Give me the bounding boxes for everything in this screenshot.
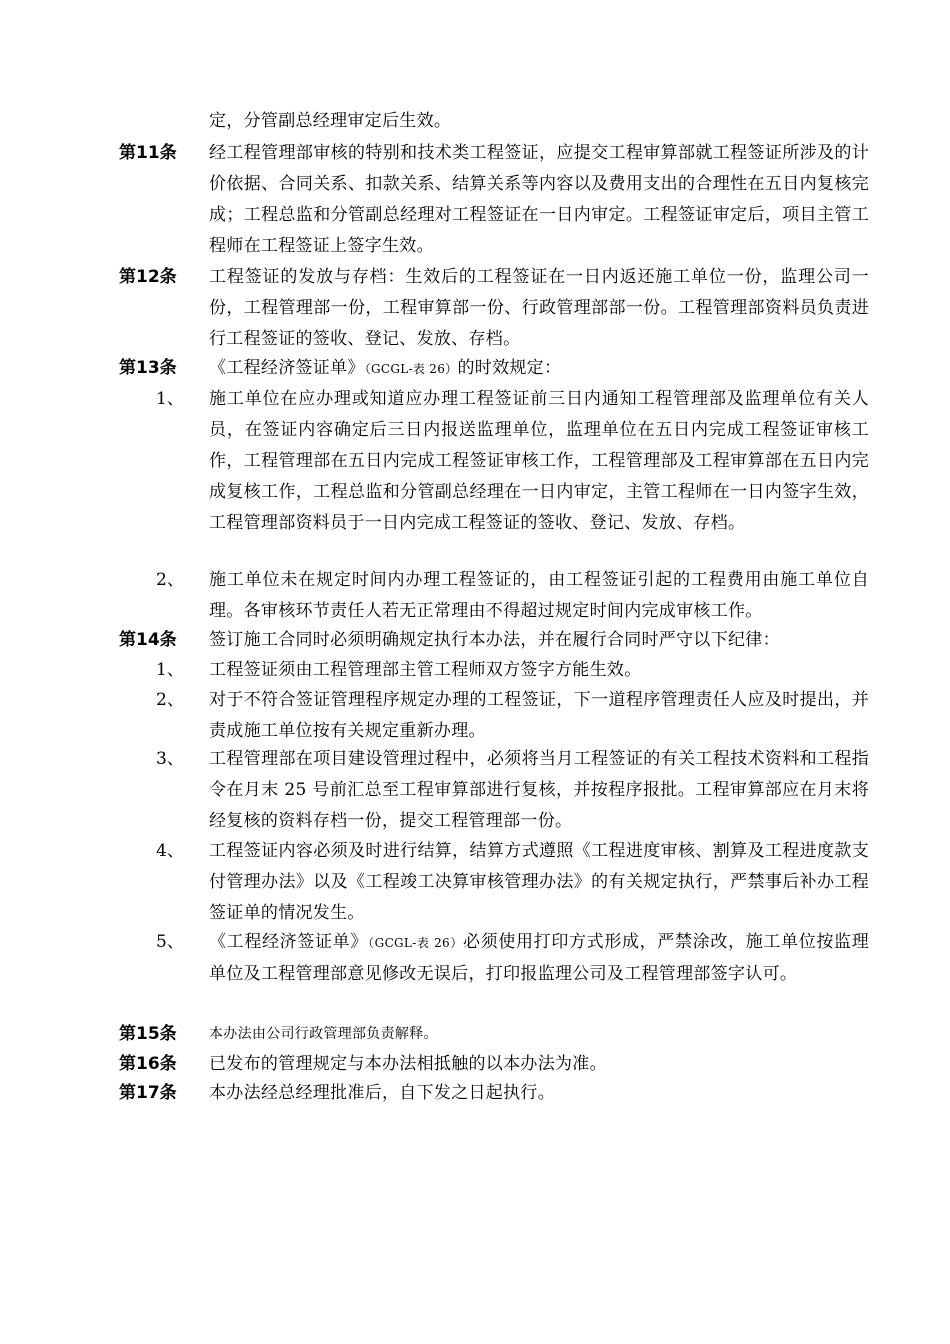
article-14-item-5-text-before: 《工程经济签证单》	[209, 932, 369, 952]
article-14-item-1-text: 工程签证须由工程管理部主管工程师双方签字方能生效。	[209, 660, 642, 680]
article-14-item-3-label: 3、	[156, 749, 184, 769]
article-14-item-4-label: 4、	[156, 841, 184, 861]
article-11-label: 第11条	[119, 143, 177, 163]
article-13-form-ref: （GCGL-表 26）	[364, 362, 458, 376]
article-12-text: 工程签证的发放与存档：生效后的工程签证在一日内返还施工单位一份，监理公司一份，工程管理部一份，工程审算部一份、行政管理部部一份。工程管理部资料员负责进行工程签证的签收、登记、发放、存档。	[209, 267, 869, 349]
article-14-item-5-form-ref: （GCGL-表 26）	[368, 936, 463, 950]
article-13-item-2-text: 施工单位未在规定时间内办理工程签证的，由工程签证引起的工程费用由施工单位自理。各审核环节责任人若无正常理由不得超过规定时间内完成审核工作。	[209, 570, 869, 621]
article-14-item-5-text-after: 必须使用打印方式形成，严禁涂改，施工单位按监理单位及工程管理部意见修改无误后，打印报监理公司及工程管理部签字认可。	[209, 932, 870, 984]
article-14-item-5-text	[209, 927, 869, 990]
article-16-label: 第16条	[119, 1054, 177, 1074]
article-13-item-2-label: 2、	[156, 570, 184, 590]
article-12-label: 第12条	[119, 267, 177, 287]
article-17-label: 第17条	[119, 1083, 177, 1103]
article-11-text: 经工程管理部审核的特别和技术类工程签证，应提交工程审算部就工程签证所涉及的计价依据、合同关系、扣款关系、结算关系等内容以及费用支出的合理性在五日内复核完成；工程总监和分管副总经理对工程签证在一日内审定。工程签证审定后，项目主管工程师在工程签证上签字生效。	[209, 143, 869, 256]
article-14-item-2-text: 对于不符合签证管理程序规定办理的工程签证，下一道程序管理责任人应及时提出，并责成施工单位按有关规定重新办理。	[209, 690, 869, 741]
article-13-item-1-label: 1、	[156, 389, 184, 409]
article-17-text: 本办法经总经理批准后，自下发之日起执行。	[209, 1083, 555, 1103]
article-13-text-before: 《工程经济签证单》	[209, 358, 365, 378]
continuation-text: 定，分管副总经理审定后生效。	[209, 111, 452, 131]
article-13-item-1-text: 施工单位在应办理或知道应办理工程签证前三日内通知工程管理部及监理单位有关人员，在签证内容确定后三日内报送监理单位，监理单位在五日内完成工程签证审核工作，工程管理部在五日内完成工程签证审核工作，工程管理部及工程审算部在五日内完成复核工作，工程总监和分管副总经理在一日内审定，主管工程师在一日内签字生效，工程管理部资料员于一日内完成工程签证的签收、登记、发放、存档。	[209, 389, 869, 533]
article-13-label: 第13条	[119, 358, 177, 378]
article-15-text: 本办法由公司行政管理部负责解释。	[209, 1026, 438, 1042]
article-16-text: 已发布的管理规定与本办法相抵触的以本办法为准。	[209, 1054, 607, 1074]
article-14-item-2-label: 2、	[156, 690, 184, 710]
article-14-text: 签订施工合同时必须明确规定执行本办法，并在履行合同时严守以下纪律：	[209, 630, 780, 650]
article-14-item-1-label: 1、	[156, 660, 184, 680]
article-15-label: 第15条	[119, 1024, 177, 1044]
article-14-item-3-text: 工程管理部在项目建设管理过程中，必须将当月工程签证的有关工程技术资料和工程指令在月末 25 号前汇总至工程审算部进行复核，并按程序报批。工程审算部应在月末将经复核的资料存档一份，提交工程管理部一份。	[209, 749, 869, 831]
article-13-text-after: 的时效规定：	[457, 358, 562, 378]
article-13-text	[209, 353, 869, 385]
article-14-label: 第14条	[119, 630, 177, 650]
article-14-item-4-text: 工程签证内容必须及时进行结算，结算方式遵照《工程进度审核、割算及工程进度款支付管理办法》以及《工程竣工决算审核管理办法》的有关规定执行，严禁事后补办工程签证单的情况发生。	[209, 841, 869, 923]
article-14-item-5-label: 5、	[156, 932, 184, 952]
